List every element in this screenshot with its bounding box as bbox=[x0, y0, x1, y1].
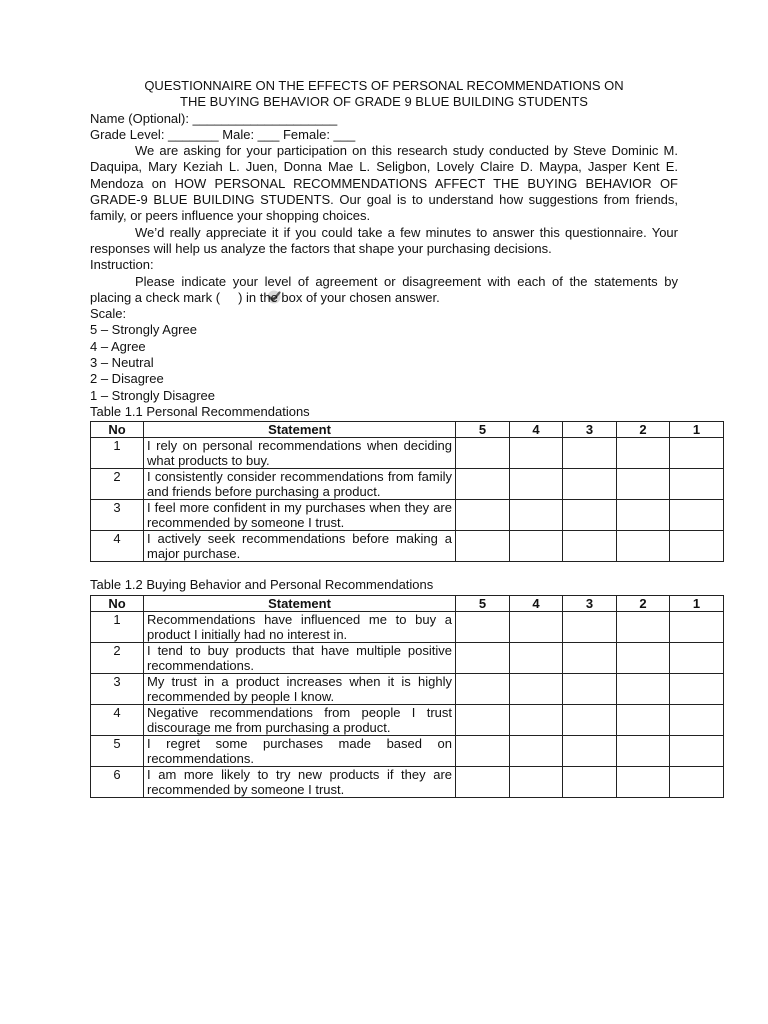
instruction-text-after: ) in the box of your chosen answer. bbox=[238, 289, 440, 305]
grade-gender-field[interactable]: Grade Level: _______ Male: ___ Female: ___ bbox=[90, 126, 356, 142]
title-line-2: THE BUYING BEHAVIOR OF GRADE 9 BLUE BUILDING STUDENTS bbox=[180, 94, 588, 110]
row-statement: My trust in a product increases when it is highly recommended by people I know. bbox=[144, 673, 456, 704]
table-2-caption: Table 1.2 Buying Behavior and Personal Recommendations bbox=[90, 577, 434, 593]
rating-cell-3[interactable] bbox=[563, 611, 617, 642]
row-number: 4 bbox=[91, 531, 144, 562]
rating-cell-2[interactable] bbox=[617, 469, 670, 500]
rating-cell-1[interactable] bbox=[670, 611, 724, 642]
header-rating-4: 4 bbox=[510, 422, 563, 438]
rating-cell-5[interactable] bbox=[456, 642, 510, 673]
header-rating-5: 5 bbox=[456, 595, 510, 611]
scale-item-2: 2 – Disagree bbox=[90, 371, 164, 387]
rating-cell-4[interactable] bbox=[510, 673, 563, 704]
header-rating-5: 5 bbox=[456, 422, 510, 438]
row-statement: I consistently consider recommendations from family and friends before purchasing a product. bbox=[144, 469, 456, 500]
rating-cell-3[interactable] bbox=[563, 704, 617, 735]
rating-cell-5[interactable] bbox=[456, 438, 510, 469]
rating-cell-3[interactable] bbox=[563, 438, 617, 469]
row-number: 6 bbox=[91, 766, 144, 797]
rating-cell-4[interactable] bbox=[510, 611, 563, 642]
header-no: No bbox=[91, 595, 144, 611]
rating-cell-1[interactable] bbox=[670, 469, 724, 500]
row-number: 3 bbox=[91, 673, 144, 704]
document-body bbox=[90, 78, 701, 798]
rating-cell-2[interactable] bbox=[617, 766, 670, 797]
rating-cell-4[interactable] bbox=[510, 735, 563, 766]
table-row bbox=[91, 469, 724, 500]
intro-paragraph-1: We are asking for your participation on this research study conducted by Steve Dominic M. Daquipa, Mary Keziah L. Juen, Donna Mae L. Seligbon, Lovely Claire D. Maypa, Jasper Kent E. Mendoza on HOW PERSONAL RECOMMENDATIONS AFFECT THE BUYING BEHAVIOR OF GRADE-9 BLUE BUILDING STUDENTS. Our goal is to understand how suggestions from friends, family, or peers influence your shopping choices. bbox=[90, 143, 678, 224]
row-number: 3 bbox=[91, 500, 144, 531]
table-row bbox=[91, 673, 724, 704]
table-personal-recommendations bbox=[90, 421, 724, 562]
table-buying-behavior bbox=[90, 595, 724, 798]
table-row bbox=[91, 642, 724, 673]
table-header-row bbox=[91, 595, 724, 611]
instruction-label: Instruction: bbox=[90, 257, 154, 273]
rating-cell-5[interactable] bbox=[456, 735, 510, 766]
scale-item-3: 3 – Neutral bbox=[90, 355, 154, 371]
header-rating-2: 2 bbox=[617, 422, 670, 438]
check-mark-icon bbox=[220, 290, 238, 304]
header-no: No bbox=[91, 422, 144, 438]
row-statement: I feel more confident in my purchases when they are recommended by someone I trust. bbox=[144, 500, 456, 531]
rating-cell-5[interactable] bbox=[456, 611, 510, 642]
rating-cell-4[interactable] bbox=[510, 438, 563, 469]
rating-cell-1[interactable] bbox=[670, 531, 724, 562]
table-header-row bbox=[91, 422, 724, 438]
header-rating-2: 2 bbox=[617, 595, 670, 611]
rating-cell-5[interactable] bbox=[456, 500, 510, 531]
header-statement: Statement bbox=[144, 422, 456, 438]
rating-cell-1[interactable] bbox=[670, 673, 724, 704]
rating-cell-3[interactable] bbox=[563, 735, 617, 766]
rating-cell-2[interactable] bbox=[617, 735, 670, 766]
rating-cell-3[interactable] bbox=[563, 766, 617, 797]
row-number: 4 bbox=[91, 704, 144, 735]
scale-item-4: 4 – Agree bbox=[90, 338, 146, 354]
row-number: 1 bbox=[91, 611, 144, 642]
table-row bbox=[91, 704, 724, 735]
table-row bbox=[91, 531, 724, 562]
rating-cell-5[interactable] bbox=[456, 531, 510, 562]
rating-cell-3[interactable] bbox=[563, 642, 617, 673]
rating-cell-4[interactable] bbox=[510, 642, 563, 673]
header-rating-3: 3 bbox=[563, 595, 617, 611]
table-row bbox=[91, 611, 724, 642]
row-statement: I actively seek recommendations before making a major purchase. bbox=[144, 531, 456, 562]
instruction-text-before: Please indicate your level of agreement or disagreement with each of the statements by placing a check mark ( bbox=[90, 273, 678, 305]
row-number: 5 bbox=[91, 735, 144, 766]
row-statement: I regret some purchases made based on recommendations. bbox=[144, 735, 456, 766]
table-row bbox=[91, 500, 724, 531]
rating-cell-4[interactable] bbox=[510, 531, 563, 562]
rating-cell-2[interactable] bbox=[617, 611, 670, 642]
rating-cell-1[interactable] bbox=[670, 704, 724, 735]
row-number: 1 bbox=[91, 438, 144, 469]
instruction-text bbox=[90, 274, 678, 307]
row-statement: I rely on personal recommendations when deciding what products to buy. bbox=[144, 438, 456, 469]
rating-cell-3[interactable] bbox=[563, 500, 617, 531]
rating-cell-2[interactable] bbox=[617, 673, 670, 704]
rating-cell-2[interactable] bbox=[617, 500, 670, 531]
header-rating-3: 3 bbox=[563, 422, 617, 438]
rating-cell-2[interactable] bbox=[617, 438, 670, 469]
rating-cell-2[interactable] bbox=[617, 642, 670, 673]
rating-cell-1[interactable] bbox=[670, 500, 724, 531]
row-statement: I am more likely to try new products if they are recommended by someone I trust. bbox=[144, 766, 456, 797]
rating-cell-3[interactable] bbox=[563, 673, 617, 704]
scale-item-5: 5 – Strongly Agree bbox=[90, 322, 197, 338]
header-statement: Statement bbox=[144, 595, 456, 611]
rating-cell-4[interactable] bbox=[510, 469, 563, 500]
row-statement: Negative recommendations from people I trust discourage me from purchasing a product. bbox=[144, 704, 456, 735]
table-row bbox=[91, 735, 724, 766]
row-number: 2 bbox=[91, 642, 144, 673]
table-row bbox=[91, 766, 724, 797]
title-line-1: QUESTIONNAIRE ON THE EFFECTS OF PERSONAL RECOMMENDATIONS ON bbox=[144, 78, 624, 93]
header-rating-1: 1 bbox=[670, 595, 724, 611]
rating-cell-5[interactable] bbox=[456, 673, 510, 704]
row-statement: I tend to buy products that have multiple positive recommendations. bbox=[144, 642, 456, 673]
intro-paragraph-2: We’d really appreciate it if you could take a few minutes to answer this questionnaire. Your responses will help us analyze the factors that shape your purchasing decisions. bbox=[90, 224, 678, 256]
rating-cell-4[interactable] bbox=[510, 704, 563, 735]
rating-cell-5[interactable] bbox=[456, 469, 510, 500]
row-statement: Recommendations have influenced me to buy a product I initially had no interest in. bbox=[144, 611, 456, 642]
table-1-caption: Table 1.1 Personal Recommendations bbox=[90, 403, 310, 419]
rating-cell-1[interactable] bbox=[670, 766, 724, 797]
table-row bbox=[91, 438, 724, 469]
rating-cell-4[interactable] bbox=[510, 500, 563, 531]
rating-cell-2[interactable] bbox=[617, 531, 670, 562]
rating-cell-1[interactable] bbox=[670, 735, 724, 766]
rating-cell-1[interactable] bbox=[670, 642, 724, 673]
rating-cell-3[interactable] bbox=[563, 469, 617, 500]
table-spacer bbox=[90, 562, 678, 577]
rating-cell-3[interactable] bbox=[563, 531, 617, 562]
header-rating-1: 1 bbox=[670, 422, 724, 438]
rating-cell-1[interactable] bbox=[670, 438, 724, 469]
header-rating-4: 4 bbox=[510, 595, 563, 611]
scale-label: Scale: bbox=[90, 306, 127, 322]
rating-cell-2[interactable] bbox=[617, 704, 670, 735]
scale-item-1: 1 – Strongly Disagree bbox=[90, 387, 216, 403]
rating-cell-4[interactable] bbox=[510, 766, 563, 797]
rating-cell-5[interactable] bbox=[456, 766, 510, 797]
row-number: 2 bbox=[91, 469, 144, 500]
rating-cell-5[interactable] bbox=[456, 704, 510, 735]
name-field[interactable]: Name (Optional): ____________________ bbox=[90, 110, 338, 126]
